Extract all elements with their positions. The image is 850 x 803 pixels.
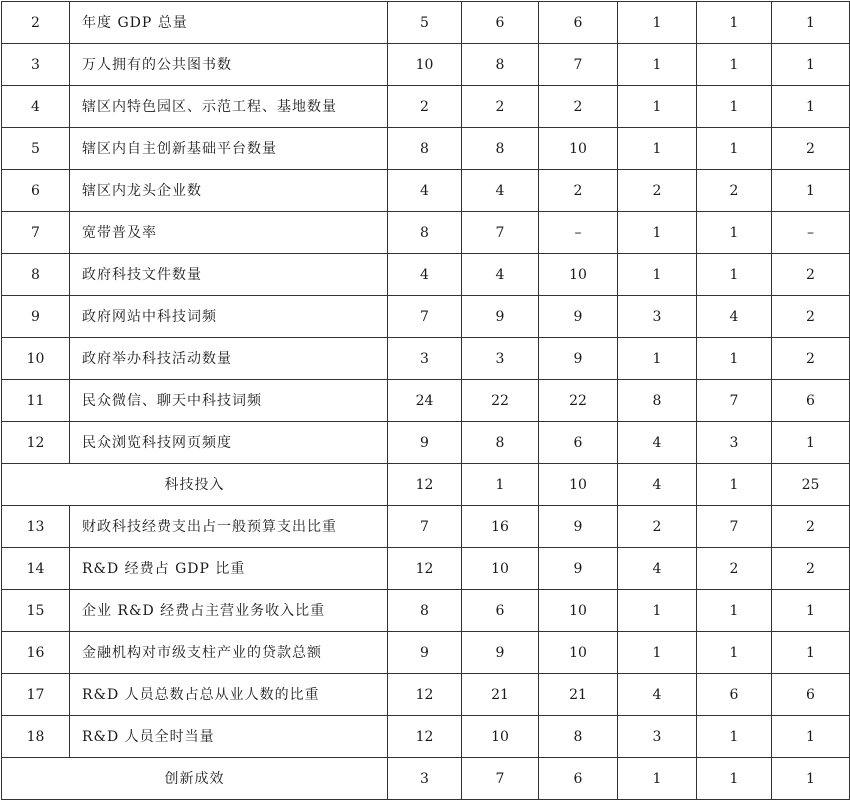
value-cell-1: 4 <box>388 170 462 212</box>
value-cell-3: 2 <box>539 170 618 212</box>
value-cell-1: 9 <box>388 632 462 674</box>
table-row <box>2 380 850 422</box>
row-number-cell: 7 <box>2 212 70 254</box>
value-cell-5: 4 <box>697 296 772 338</box>
value-cell-4: 8 <box>618 380 697 422</box>
value-cell-4: 1 <box>618 128 697 170</box>
indicator-name-cell: 民众浏览科技网页频度 <box>70 422 388 464</box>
indicator-table <box>1 1 850 800</box>
value-cell-4: 1 <box>618 338 697 380</box>
value-cell-6: 6 <box>772 380 850 422</box>
value-cell-6: 1 <box>772 86 850 128</box>
value-cell-3: 9 <box>539 296 618 338</box>
value-cell-1: 8 <box>388 590 462 632</box>
value-cell-5: 1 <box>697 716 772 758</box>
value-cell-1: 8 <box>388 212 462 254</box>
value-cell-2: 8 <box>462 128 539 170</box>
table-row <box>2 128 850 170</box>
value-cell-6: 1 <box>772 44 850 86</box>
value-cell-6: 2 <box>772 338 850 380</box>
value-cell-2: 7 <box>462 758 539 800</box>
row-number-cell: 8 <box>2 254 70 296</box>
table-row <box>2 2 850 44</box>
value-cell-5: 1 <box>697 590 772 632</box>
value-cell-6: 1 <box>772 590 850 632</box>
value-cell-6: 1 <box>772 716 850 758</box>
value-cell-2: 16 <box>462 506 539 548</box>
value-cell-2: 21 <box>462 674 539 716</box>
value-cell-4: 3 <box>618 716 697 758</box>
table-row <box>2 590 850 632</box>
table-row <box>2 506 850 548</box>
value-cell-5: 6 <box>697 674 772 716</box>
value-cell-4: 1 <box>618 86 697 128</box>
indicator-name-cell: R&D 人员全时当量 <box>70 716 388 758</box>
value-cell-1: 12 <box>388 548 462 590</box>
value-cell-5: 1 <box>697 464 772 506</box>
value-cell-1: 7 <box>388 506 462 548</box>
indicator-name-cell: 财政科技经费支出占一般预算支出比重 <box>70 506 388 548</box>
indicator-name-cell: 万人拥有的公共图书数 <box>70 44 388 86</box>
value-cell-2: 8 <box>462 422 539 464</box>
table-row <box>2 86 850 128</box>
table-row <box>2 422 850 464</box>
value-cell-3: 10 <box>539 590 618 632</box>
indicator-name-cell: 辖区内特色园区、示范工程、基地数量 <box>70 86 388 128</box>
value-cell-2: 4 <box>462 254 539 296</box>
value-cell-1: 3 <box>388 338 462 380</box>
table-row <box>2 170 850 212</box>
value-cell-2: 6 <box>462 590 539 632</box>
table-row <box>2 212 850 254</box>
value-cell-5: 1 <box>697 758 772 800</box>
row-number-cell: 14 <box>2 548 70 590</box>
value-cell-5: 7 <box>697 506 772 548</box>
value-cell-5: 1 <box>697 212 772 254</box>
row-number-cell: 10 <box>2 338 70 380</box>
value-cell-2: 10 <box>462 716 539 758</box>
indicator-name-cell: R&D 经费占 GDP 比重 <box>70 548 388 590</box>
table-body <box>2 2 850 800</box>
value-cell-1: 7 <box>388 296 462 338</box>
value-cell-1: 5 <box>388 2 462 44</box>
value-cell-3: 10 <box>539 254 618 296</box>
group-name-cell: 科技投入 <box>2 464 388 506</box>
value-cell-3: 6 <box>539 2 618 44</box>
value-cell-4: 4 <box>618 464 697 506</box>
value-cell-1: 24 <box>388 380 462 422</box>
value-cell-1: 9 <box>388 422 462 464</box>
value-cell-5: 1 <box>697 2 772 44</box>
value-cell-6: 2 <box>772 548 850 590</box>
value-cell-6: 1 <box>772 632 850 674</box>
value-cell-2: 9 <box>462 296 539 338</box>
value-cell-6: 2 <box>772 296 850 338</box>
value-cell-3: 10 <box>539 128 618 170</box>
value-cell-3: 10 <box>539 632 618 674</box>
value-cell-4: 1 <box>618 590 697 632</box>
value-cell-5: 7 <box>697 380 772 422</box>
value-cell-6: 2 <box>772 506 850 548</box>
value-cell-3: 8 <box>539 716 618 758</box>
indicator-name-cell: 年度 GDP 总量 <box>70 2 388 44</box>
row-number-cell: 11 <box>2 380 70 422</box>
value-cell-3: 2 <box>539 86 618 128</box>
table-row <box>2 716 850 758</box>
indicator-name-cell: 政府网站中科技词频 <box>70 296 388 338</box>
indicator-name-cell: 政府举办科技活动数量 <box>70 338 388 380</box>
value-cell-4: 3 <box>618 296 697 338</box>
value-cell-5: 3 <box>697 422 772 464</box>
table-row <box>2 254 850 296</box>
value-cell-2: 22 <box>462 380 539 422</box>
indicator-name-cell: 政府科技文件数量 <box>70 254 388 296</box>
value-cell-2: 7 <box>462 212 539 254</box>
row-number-cell: 4 <box>2 86 70 128</box>
value-cell-4: 4 <box>618 548 697 590</box>
value-cell-4: 2 <box>618 506 697 548</box>
value-cell-6: 25 <box>772 464 850 506</box>
table-group-row <box>2 758 850 800</box>
table-row <box>2 338 850 380</box>
table-row <box>2 296 850 338</box>
value-cell-1: 12 <box>388 464 462 506</box>
value-cell-1: 12 <box>388 674 462 716</box>
value-cell-3: 9 <box>539 548 618 590</box>
value-cell-4: 2 <box>618 170 697 212</box>
value-cell-3: 9 <box>539 338 618 380</box>
row-number-cell: 6 <box>2 170 70 212</box>
row-number-cell: 3 <box>2 44 70 86</box>
value-cell-4: 4 <box>618 674 697 716</box>
value-cell-4: 1 <box>618 632 697 674</box>
value-cell-3: 22 <box>539 380 618 422</box>
value-cell-4: 1 <box>618 212 697 254</box>
value-cell-4: 4 <box>618 422 697 464</box>
value-cell-6: 2 <box>772 128 850 170</box>
value-cell-2: 3 <box>462 338 539 380</box>
indicator-name-cell: 金融机构对市级支柱产业的贷款总额 <box>70 632 388 674</box>
indicator-name-cell: 辖区内龙头企业数 <box>70 170 388 212</box>
value-cell-1: 2 <box>388 86 462 128</box>
value-cell-2: 1 <box>462 464 539 506</box>
value-cell-4: 1 <box>618 254 697 296</box>
value-cell-3: – <box>539 212 618 254</box>
table-row <box>2 632 850 674</box>
group-name-cell: 创新成效 <box>2 758 388 800</box>
value-cell-6: 1 <box>772 758 850 800</box>
value-cell-1: 10 <box>388 44 462 86</box>
value-cell-6: 2 <box>772 254 850 296</box>
table-row <box>2 674 850 716</box>
indicator-name-cell: R&D 人员总数占总从业人数的比重 <box>70 674 388 716</box>
value-cell-1: 12 <box>388 716 462 758</box>
row-number-cell: 17 <box>2 674 70 716</box>
value-cell-1: 4 <box>388 254 462 296</box>
indicator-name-cell: 企业 R&D 经费占主营业务收入比重 <box>70 590 388 632</box>
value-cell-6: 1 <box>772 422 850 464</box>
value-cell-4: 1 <box>618 44 697 86</box>
row-number-cell: 15 <box>2 590 70 632</box>
row-number-cell: 12 <box>2 422 70 464</box>
table-row <box>2 548 850 590</box>
value-cell-5: 1 <box>697 254 772 296</box>
value-cell-2: 2 <box>462 86 539 128</box>
row-number-cell: 9 <box>2 296 70 338</box>
value-cell-3: 9 <box>539 506 618 548</box>
value-cell-5: 1 <box>697 128 772 170</box>
value-cell-6: 6 <box>772 674 850 716</box>
value-cell-3: 7 <box>539 44 618 86</box>
row-number-cell: 18 <box>2 716 70 758</box>
value-cell-5: 1 <box>697 86 772 128</box>
value-cell-3: 6 <box>539 422 618 464</box>
value-cell-4: 1 <box>618 2 697 44</box>
indicator-name-cell: 民众微信、聊天中科技词频 <box>70 380 388 422</box>
value-cell-3: 10 <box>539 464 618 506</box>
table-row <box>2 44 850 86</box>
value-cell-2: 8 <box>462 44 539 86</box>
value-cell-5: 1 <box>697 338 772 380</box>
value-cell-5: 1 <box>697 44 772 86</box>
value-cell-5: 2 <box>697 170 772 212</box>
indicator-name-cell: 辖区内自主创新基础平台数量 <box>70 128 388 170</box>
value-cell-6: 1 <box>772 170 850 212</box>
value-cell-2: 9 <box>462 632 539 674</box>
value-cell-1: 8 <box>388 128 462 170</box>
value-cell-6: 1 <box>772 2 850 44</box>
value-cell-5: 2 <box>697 548 772 590</box>
row-number-cell: 2 <box>2 2 70 44</box>
value-cell-3: 6 <box>539 758 618 800</box>
value-cell-2: 6 <box>462 2 539 44</box>
value-cell-5: 1 <box>697 632 772 674</box>
row-number-cell: 13 <box>2 506 70 548</box>
value-cell-2: 10 <box>462 548 539 590</box>
value-cell-2: 4 <box>462 170 539 212</box>
value-cell-3: 21 <box>539 674 618 716</box>
value-cell-4: 1 <box>618 758 697 800</box>
value-cell-1: 3 <box>388 758 462 800</box>
indicator-name-cell: 宽带普及率 <box>70 212 388 254</box>
table-group-row <box>2 464 850 506</box>
value-cell-6: – <box>772 212 850 254</box>
row-number-cell: 5 <box>2 128 70 170</box>
row-number-cell: 16 <box>2 632 70 674</box>
